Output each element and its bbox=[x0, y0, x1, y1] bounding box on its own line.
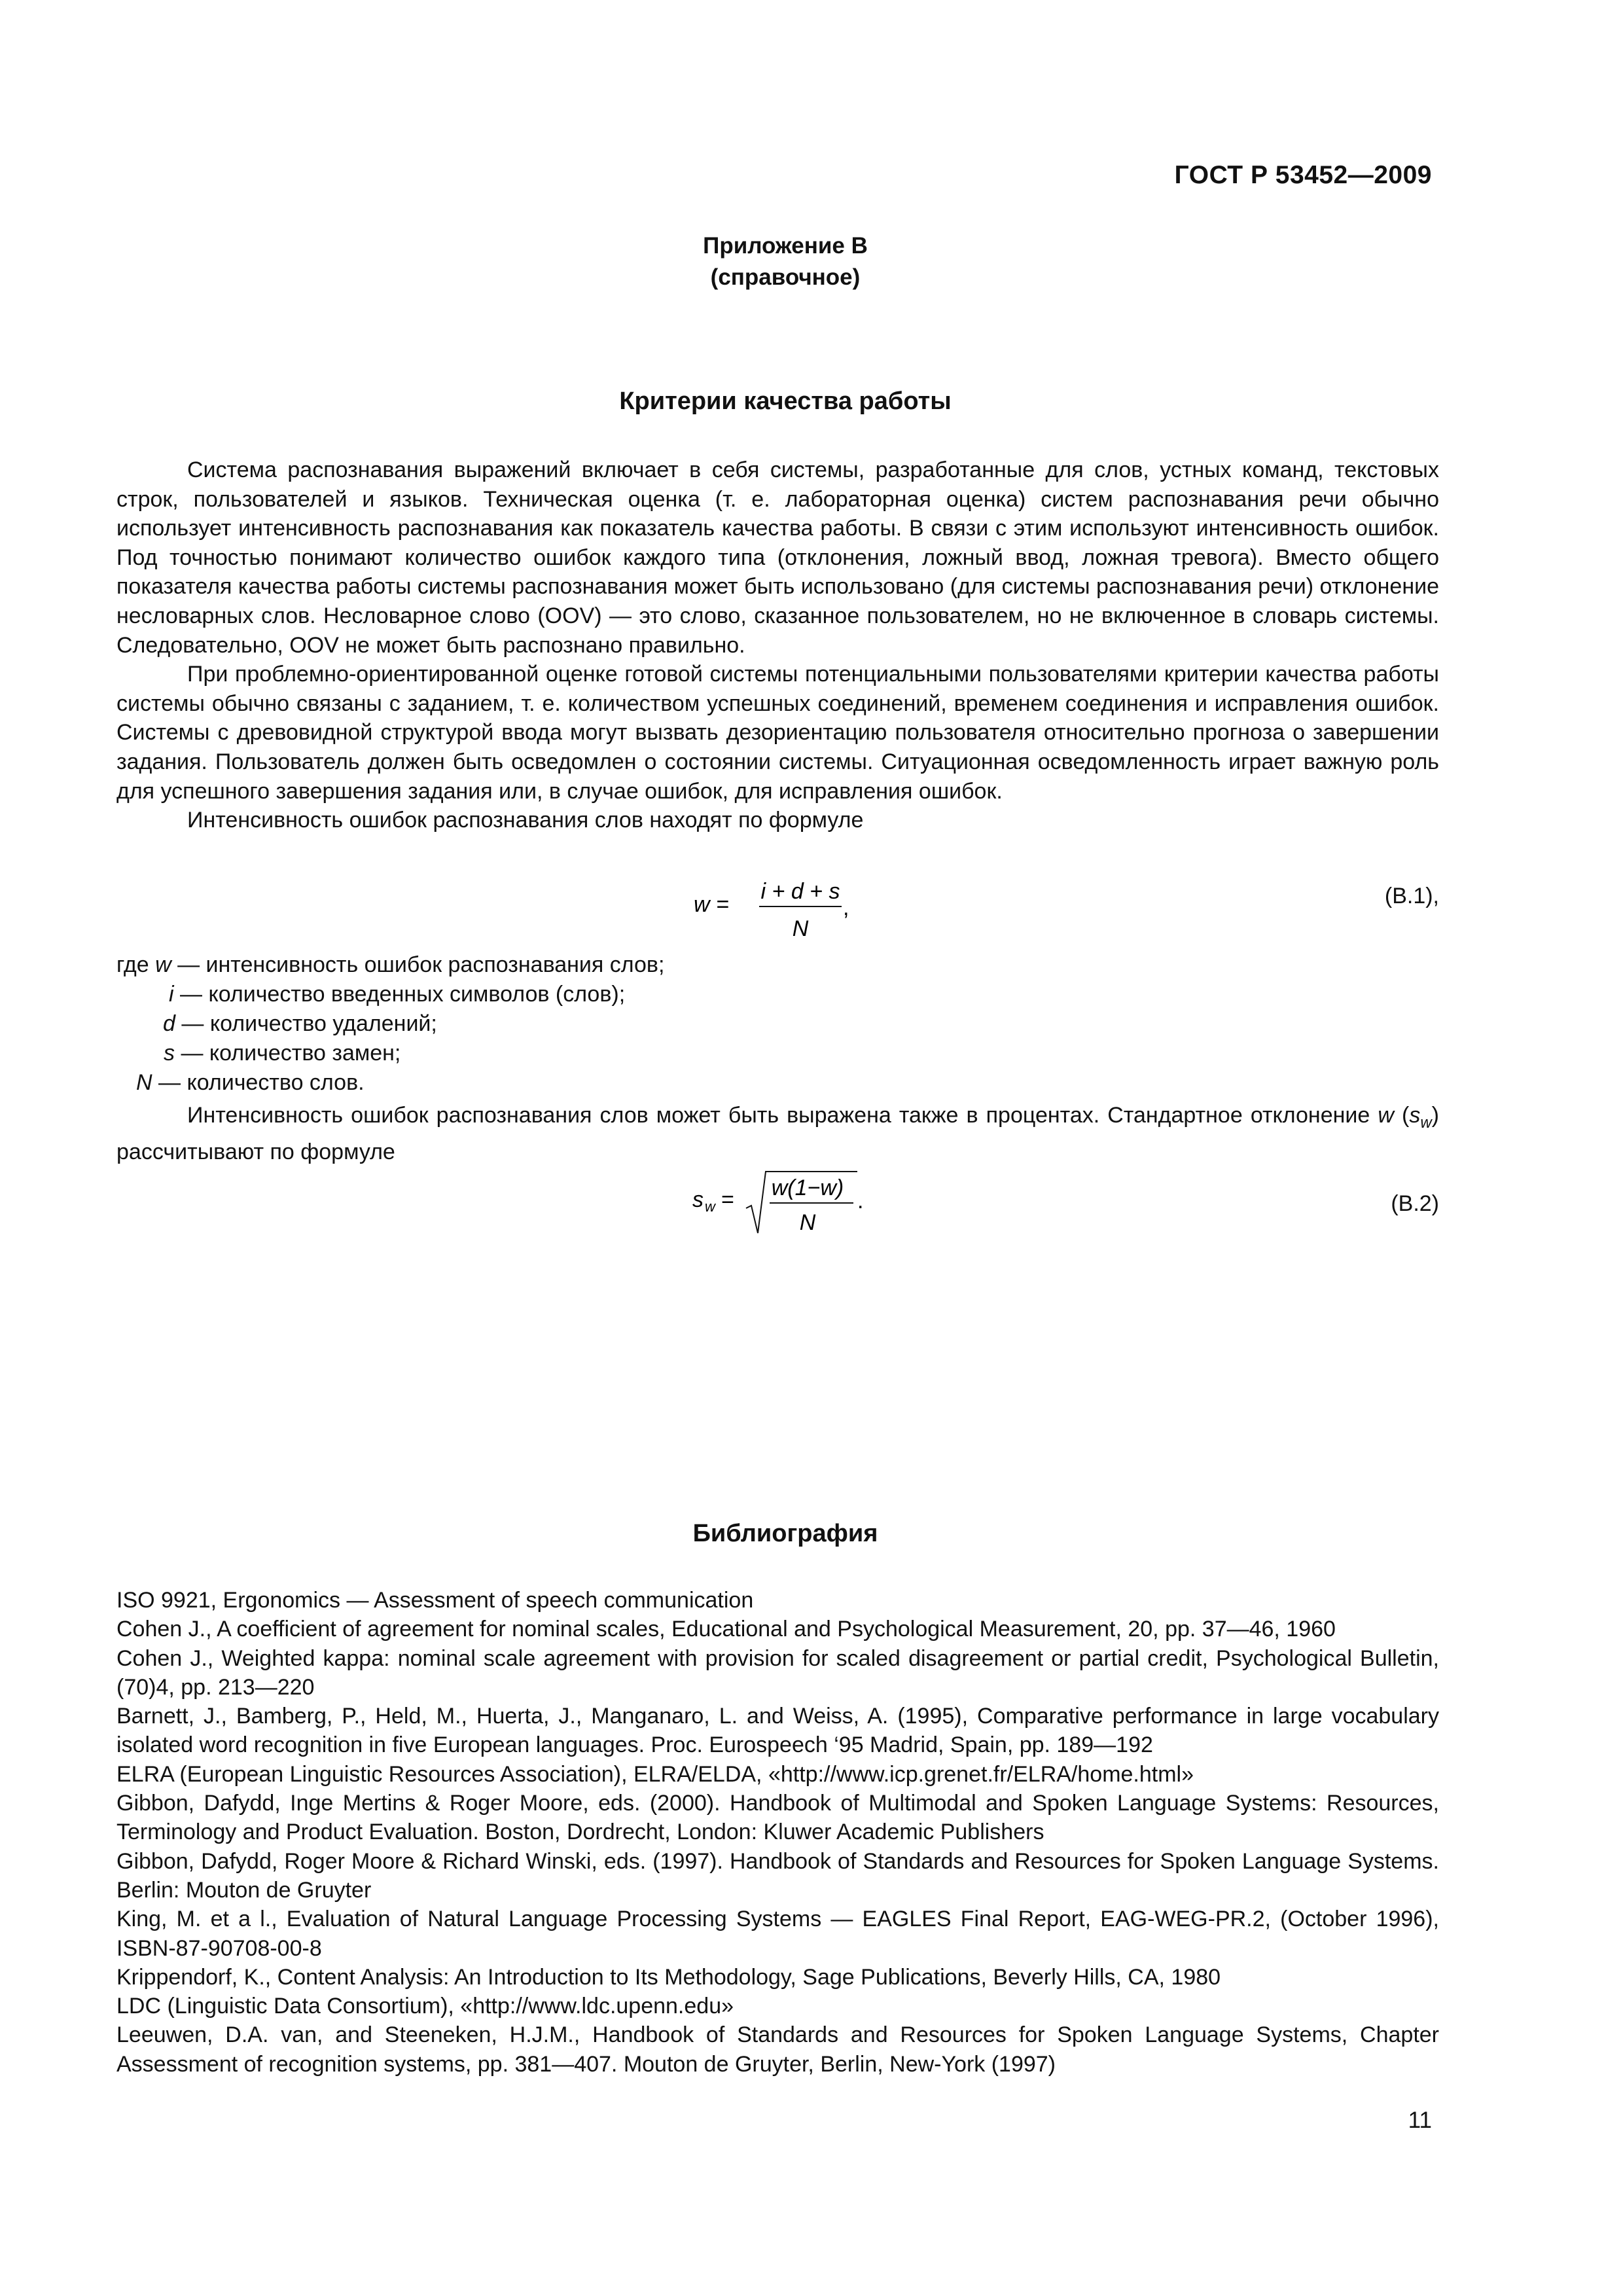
legend-row bbox=[116, 950, 664, 980]
legend-text: — количество слов. bbox=[152, 1070, 365, 1095]
appendix-body bbox=[116, 456, 1439, 835]
paragraph: Интенсивность ошибок распознавания слов находят по формуле bbox=[187, 808, 864, 833]
legend-row bbox=[116, 980, 664, 1009]
legend-symbol: s bbox=[164, 1041, 175, 1066]
symbol-s: s bbox=[1409, 1103, 1421, 1128]
bibliography-entry: Krippendorf, K., Content Analysis: An Introduction to Its Methodology, Sage Publications, Beverly Hills, CA, 1980 bbox=[116, 1964, 1221, 1990]
legend-row bbox=[116, 1039, 664, 1068]
paragraph: Система распознавания выражений включает в себя системы, разработанные для слов, устных команд, текстовых строк, пользователей и языков. Техническая оценка (т. е. лабораторная оценка) систем распознавания речи обычно использует интенсивность распознавания как показатель качества работы. В связи с этим используют интенсивность ошибок. Под точностью понимают количество ошибок каждого типа (отклонения, ложный ввод, ложная тревога). Вместо общего показателя качества работы системы распознавания может быть использовано (для системы распознавания речи) отклонение несловарных слов. Несловарное слово (OOV) — это слово, сказанное пользователем, но не включенное в словарь системы. Следовательно, OOV не может быть распознано правильно. bbox=[116, 457, 1439, 658]
legend-symbol: w bbox=[155, 952, 171, 977]
formula-b2-lhs-sub: w bbox=[705, 1198, 715, 1215]
bibliography-entry: Leeuwen, D.A. van, and Steeneken, H.J.M., Handbook of Standards and Resources for Spoken Language Systems, Chapter Assessment of recognition systems, pp. 381—407. Mouton de Gruyter, Berlin, New-York (1997) bbox=[116, 2022, 1439, 2077]
legend-text: — количество удалений; bbox=[175, 1011, 437, 1036]
legend-symbol: i bbox=[169, 982, 174, 1007]
bibliography-heading: Библиография bbox=[692, 1520, 878, 1547]
formula-b2 bbox=[692, 1168, 869, 1246]
legend-symbol: N bbox=[136, 1070, 152, 1095]
bibliography-entry: Cohen J., Weighted kappa: nominal scale agreement with provision for scaled disagreement or partial credit, Psychological Bulletin, (70)4, pp. 213—220 bbox=[116, 1645, 1439, 1700]
bibliography-entry: King, M. et a l., Evaluation of Natural Language Processing Systems — EAGLES Final Report, EAG-WEG-PR.2, (October 1996), ISBN-87-90708-00-8 bbox=[116, 1907, 1439, 1961]
legend-symbol: d bbox=[163, 1011, 175, 1036]
paragraph: При проблемно-ориентированной оценке готовой системы потенциальными пользователями критерии качества работы системы обычно связаны с заданием, т. е. количеством успешных соединений, временем соединения и исправления ошибок. Системы с древовидной структурой ввода могут вызвать дезориентацию пользователя относительно прогноза о завершении задания. Пользователь должен быть осведомлен о состоянии системы. Ситуационная осведомленность играет важную роль для успешного завершения задания или, в случае ошибок, для исправления ошибок. bbox=[116, 662, 1439, 804]
legend-text: — интенсивность ошибок распознавания слов; bbox=[171, 952, 665, 977]
formula-b1-tail: , bbox=[843, 895, 849, 920]
equation-number-b1: (В.1), bbox=[1384, 884, 1439, 908]
legend-prefix: где bbox=[116, 952, 156, 977]
formula-b2-numerator: w(1−w) bbox=[771, 1175, 844, 1200]
formula-b2-eq: = bbox=[721, 1187, 734, 1212]
appendix-label: Приложение В bbox=[703, 233, 868, 259]
paragraph-text: ) рассчитывают по формуле bbox=[116, 1103, 1439, 1165]
formula-b1 bbox=[694, 870, 864, 949]
paragraph-text: ( bbox=[1393, 1103, 1410, 1128]
formula-b2-tail: . bbox=[857, 1189, 864, 1213]
bibliography-entry: Gibbon, Dafydd, Roger Moore & Richard Winski, eds. (1997). Handbook of Standards and Resources for Spoken Language Systems. Berlin: Mouton de Gruyter bbox=[116, 1848, 1439, 1903]
formula-b2-lhs: s bbox=[692, 1187, 704, 1212]
bibliography-entry: LDC (Linguistic Data Consortium), «http://www.ldc.upenn.edu» bbox=[116, 1994, 734, 2019]
legend-row bbox=[116, 1068, 664, 1098]
bibliography-entry: ISO 9921, Ergonomics — Assessment of speech communication bbox=[116, 1588, 754, 1613]
section-heading: Критерии качества работы bbox=[619, 387, 952, 415]
formula-b1-denominator: N bbox=[792, 916, 809, 941]
formula-legend bbox=[116, 950, 664, 1098]
paragraph-text: Интенсивность ошибок распознавания слов может быть выражена также в процентах. Стандартное отклонение bbox=[187, 1103, 1378, 1128]
formula-b1-lhs: w = bbox=[694, 892, 729, 917]
legend-row bbox=[116, 1009, 664, 1039]
bibliography-entry: Gibbon, Dafydd, Inge Mertins & Roger Moore, eds. (2000). Handbook of Multimodal and Spoken Language Systems: Resources, Terminology and Product Evaluation. Boston, Dordrecht, London: Kluwer Academic Publishers bbox=[116, 1791, 1439, 1845]
bibliography-entry: Barnett, J., Bamberg, P., Held, M., Huerta, J., Manganaro, L. and Weiss, A. (1995), Comparative performance in large vocabulary isolated word recognition in five European languages. Proc. Eurospeech ‘95 Madrid, Spain, pp. 189—192 bbox=[116, 1704, 1439, 1758]
equation-number-b2: (В.2) bbox=[1391, 1191, 1439, 1216]
std-deviation-paragraph bbox=[116, 1101, 1439, 1167]
appendix-subtitle: (справочное) bbox=[710, 264, 861, 290]
appendix-title bbox=[0, 230, 1571, 293]
formula-b2-denominator: N bbox=[799, 1210, 816, 1235]
bibliography-entry: Cohen J., A coefficient of agreement for nominal scales, Educational and Psychological Measurement, 20, pp. 37—46, 1960 bbox=[116, 1617, 1336, 1642]
page-number: 11 bbox=[1408, 2108, 1432, 2133]
legend-text: — количество введенных символов (слов); bbox=[173, 982, 626, 1007]
symbol-w: w bbox=[1378, 1103, 1394, 1128]
formula-b1-numerator: i + d + s bbox=[760, 879, 840, 904]
bibliography-entry: ELRA (European Linguistic Resources Association), ELRA/ELDA, «http://www.icp.grenet.fr/ELRA/home.html» bbox=[116, 1761, 1194, 1787]
bibliography-list bbox=[116, 1586, 1439, 2079]
paragraph bbox=[116, 1101, 1439, 1167]
legend-text: — количество замен; bbox=[175, 1041, 401, 1066]
standard-id: ГОСТ Р 53452—2009 bbox=[1174, 161, 1432, 189]
symbol-subscript: w bbox=[1420, 1113, 1432, 1132]
